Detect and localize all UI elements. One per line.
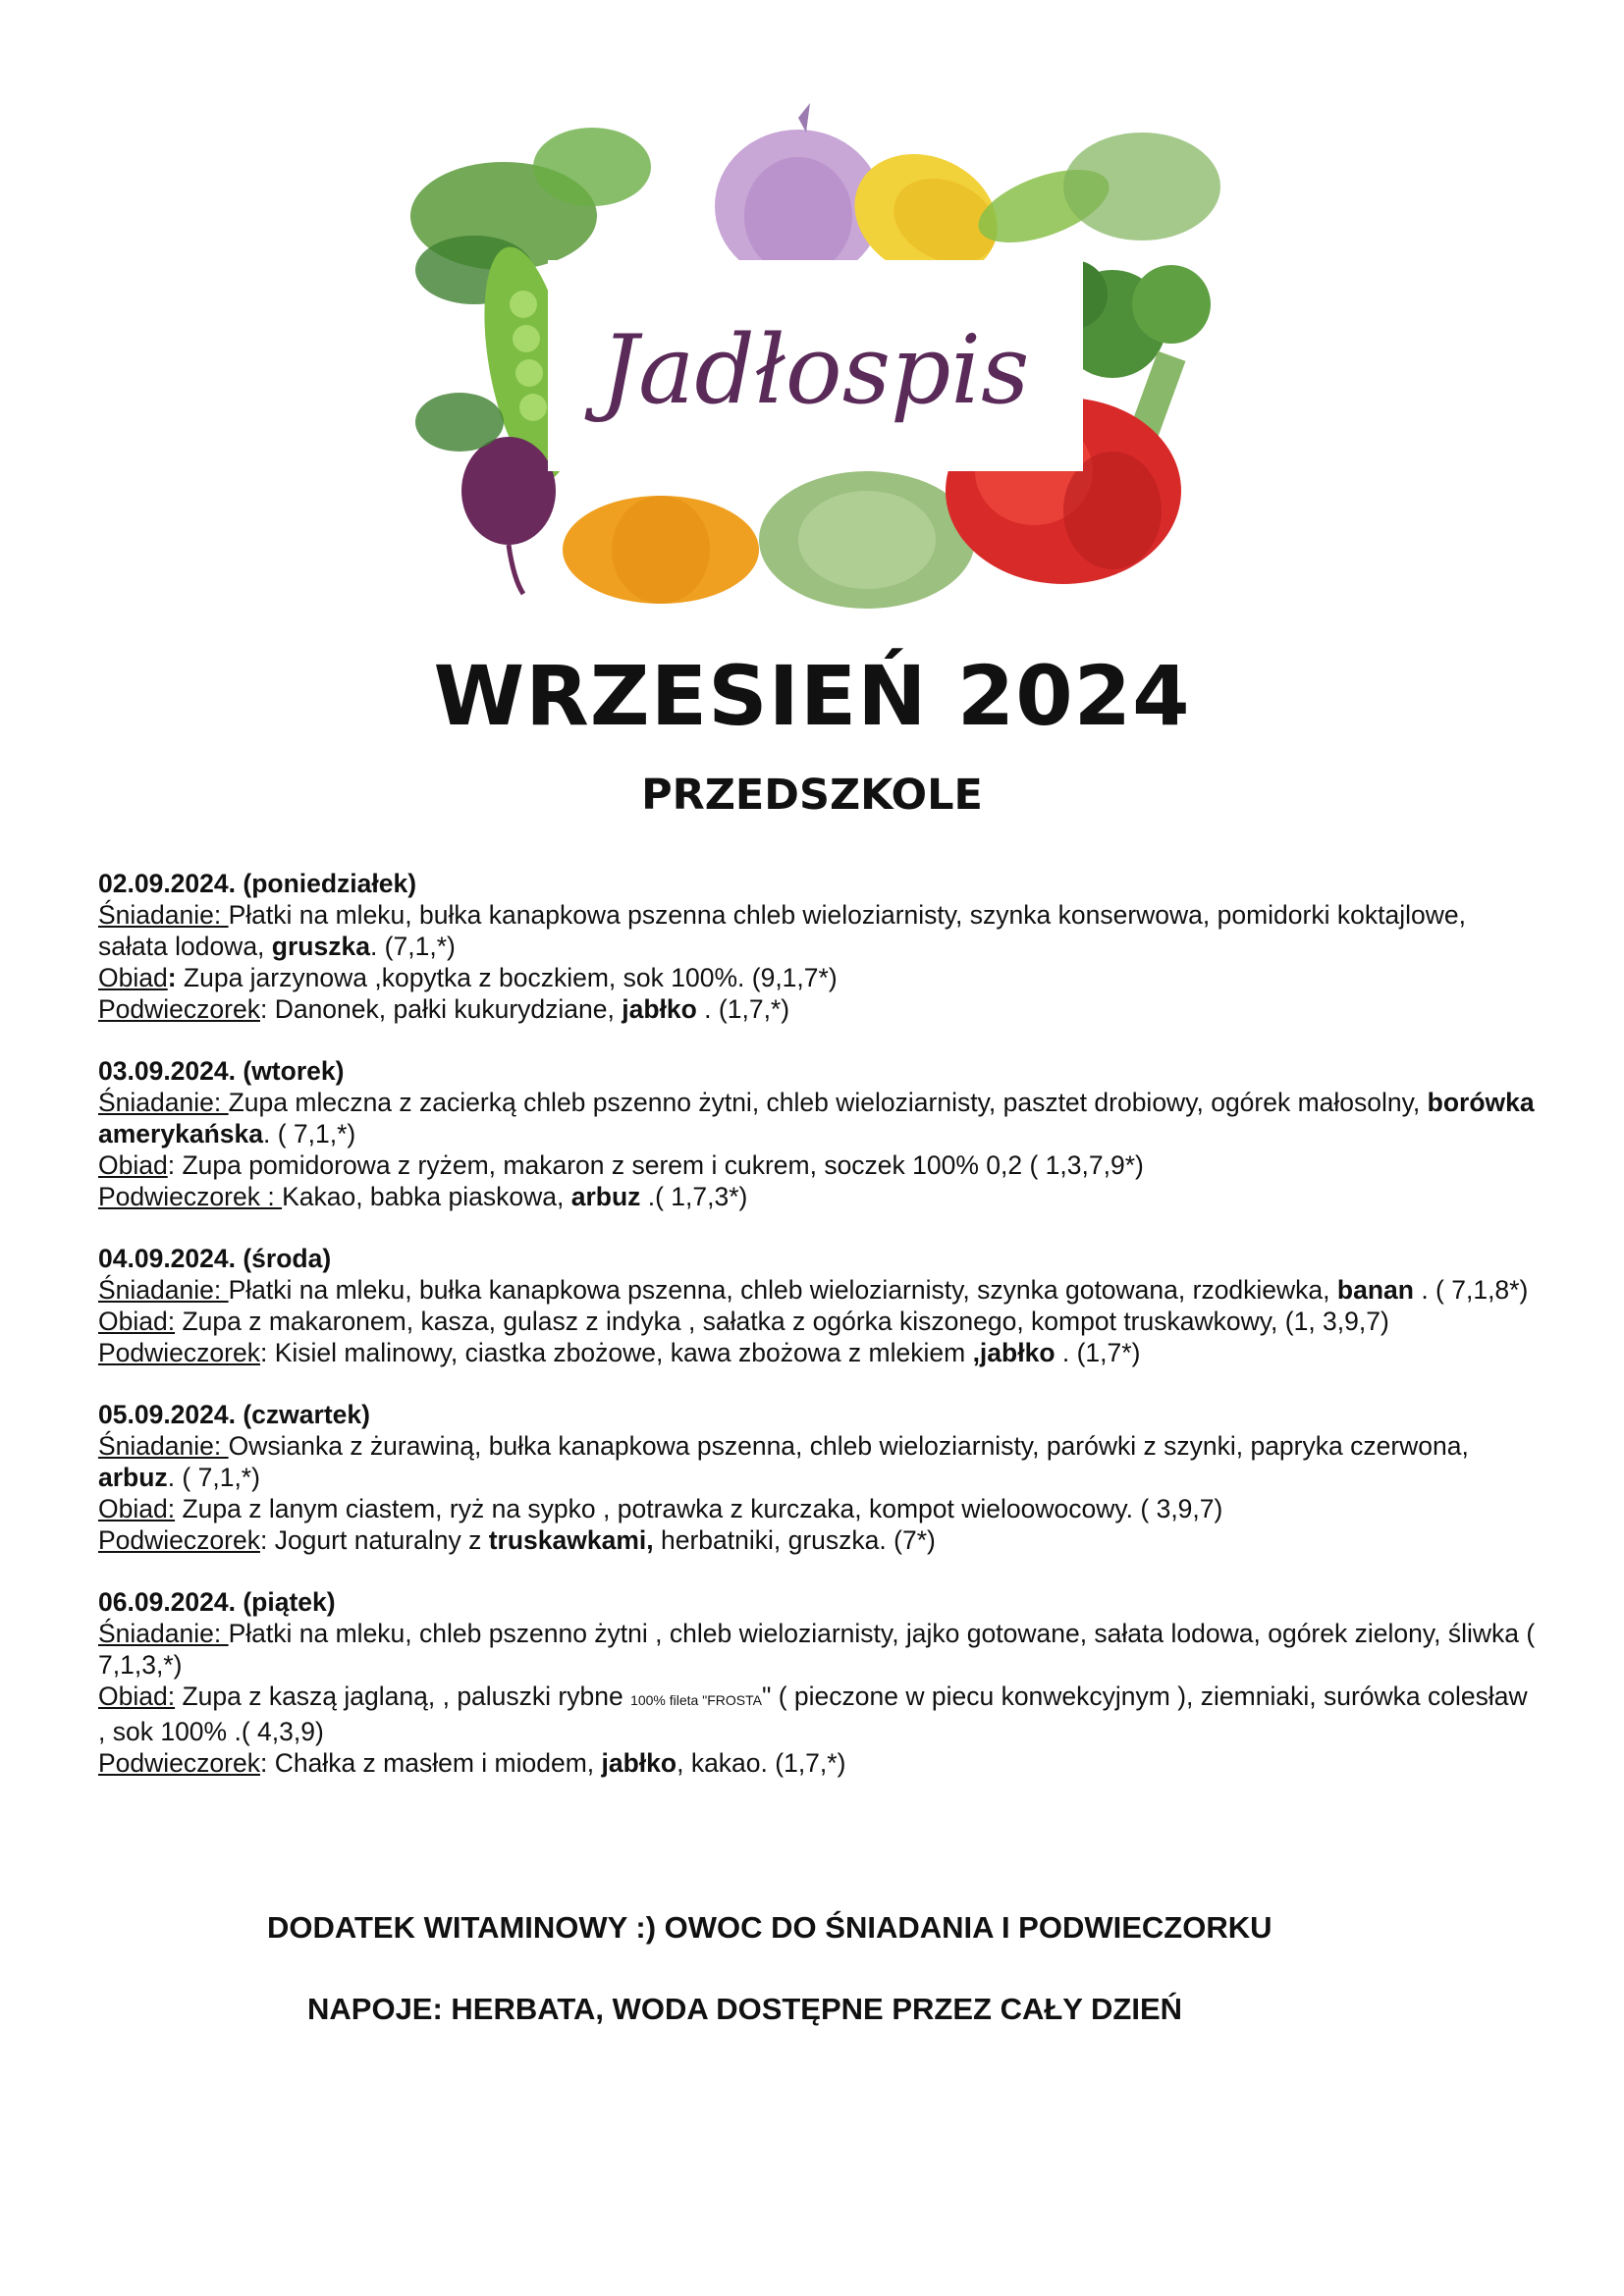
meal-label: Obiad bbox=[98, 1150, 168, 1180]
vitamin-note: DODATEK WITAMINOWY :) OWOC DO ŚNIADANIA I PODWIECZORKU bbox=[267, 1910, 1272, 1945]
snack-line bbox=[98, 1337, 1542, 1368]
breakfast-line bbox=[98, 1087, 1542, 1149]
meal-label: Obiad: bbox=[98, 1307, 176, 1336]
meal-tail: . ( 7,1,*) bbox=[167, 1463, 260, 1492]
breakfast-line bbox=[98, 1274, 1542, 1306]
meal-colon: : bbox=[167, 963, 177, 992]
meal-tail: . (1,7,*) bbox=[696, 994, 790, 1024]
breakfast-line bbox=[98, 1430, 1542, 1493]
meal-text: Płatki na mleku, chleb pszenno żytni , chleb wieloziarnisty, jajko gotowane, sałata lodowa, ogórek zielony, śliwka ( 7,1,3,*) bbox=[98, 1619, 1536, 1680]
meal-tail: " ( pieczone w piecu konwekcyjnym ), ziemniaki, surówka colesław , sok 100% .( 4,3,9) bbox=[98, 1682, 1528, 1746]
meal-highlight: arbuz bbox=[98, 1463, 168, 1492]
meal-label: Podwieczorek bbox=[98, 994, 260, 1024]
day-date: 02.09.2024. bbox=[98, 869, 236, 898]
meal-highlight: borówka amerykańska bbox=[98, 1088, 1535, 1148]
meal-label: Obiad bbox=[98, 963, 168, 992]
meal-tail: herbatniki, gruszka. (7*) bbox=[653, 1525, 936, 1555]
day-heading: 04.09.2024. (środa) bbox=[98, 1244, 332, 1273]
meal-label: Podwieczorek bbox=[98, 1748, 260, 1778]
meal-highlight: jabłko bbox=[601, 1748, 677, 1778]
meal-tail: . (1,7*) bbox=[1055, 1338, 1141, 1367]
meal-tail: . ( 7,1,*) bbox=[262, 1119, 356, 1148]
meal-label: Podwieczorek bbox=[98, 1525, 260, 1555]
day-date: 03.09.2024 bbox=[98, 1056, 229, 1086]
vegetables-illustration bbox=[366, 98, 1279, 609]
meal-text: Płatki na mleku, bułka kanapkowa pszenna chleb wieloziarnisty, szynka konserwowa, pomidorki koktajlowe, sałata lodowa, bbox=[98, 900, 1466, 961]
meal-text: Zupa mleczna z zacierką chleb pszenno żytni, chleb wieloziarnisty, pasztet drobiowy, ogórek małosolny, bbox=[228, 1088, 1428, 1117]
weekly-menu bbox=[98, 868, 1542, 1809]
lunch-line bbox=[98, 1306, 1542, 1337]
meal-highlight: banan bbox=[1336, 1275, 1414, 1305]
breakfast-line bbox=[98, 899, 1542, 962]
lunch-line bbox=[98, 1149, 1542, 1181]
snack-line bbox=[98, 1747, 1542, 1779]
meal-label: Śniadanie: bbox=[98, 1275, 229, 1305]
meal-text: : Danonek, pałki kukurydziane, bbox=[259, 994, 623, 1024]
meal-tail: . (7,1,*) bbox=[369, 932, 456, 961]
meal-label: Śniadanie: bbox=[98, 1431, 229, 1461]
day-heading bbox=[98, 868, 1542, 899]
logo-text: Jadłospis bbox=[600, 315, 1030, 425]
meal-text: : Jogurt naturalny z bbox=[259, 1525, 489, 1555]
lunch-line bbox=[98, 1493, 1542, 1524]
day-heading: 06.09.2024. (piątek) bbox=[98, 1587, 336, 1617]
day-entry bbox=[98, 1586, 1542, 1779]
meal-text: Owsianka z żurawiną, bułka kanapkowa pszenna, chleb wieloziarnisty, parówki z szynki, papryka czerwona, bbox=[228, 1431, 1469, 1461]
meal-label: Podwieczorek : bbox=[98, 1182, 283, 1211]
meal-text: Zupa z lanym ciastem, ryż na sypko , potrawka z kurczaka, kompot wieloowocowy. ( 3,9,7) bbox=[175, 1494, 1223, 1523]
meal-highlight: gruszka bbox=[271, 932, 370, 961]
meal-highlight: ,jabłko bbox=[972, 1338, 1056, 1367]
day-of-week: . (wtorek) bbox=[228, 1056, 345, 1086]
lunch-line bbox=[98, 1681, 1542, 1747]
meal-small-note: 100% fileta "FROSTA bbox=[630, 1692, 762, 1708]
drinks-note: NAPOJE: HERBATA, WODA DOSTĘPNE PRZEZ CAŁY DZIEŃ bbox=[307, 1992, 1183, 2026]
meal-label: Obiad: bbox=[98, 1494, 176, 1523]
lunch-line bbox=[98, 962, 1542, 993]
snack-line bbox=[98, 993, 1542, 1025]
meal-text: Zupa jarzynowa ,kopytka z boczkiem, sok 100%. (9,1,7*) bbox=[176, 963, 838, 992]
meal-label: Śniadanie: bbox=[98, 1619, 229, 1648]
meal-text: Zupa z makaronem, kasza, gulasz z indyka , sałatka z ogórka kiszonego, kompot truskawkowy, (1, 3,9,7) bbox=[175, 1307, 1389, 1336]
meal-label: Śniadanie: bbox=[98, 900, 229, 930]
day-entry bbox=[98, 868, 1542, 1025]
page-title: WRZESIEŃ 2024 bbox=[433, 648, 1191, 744]
day-entry bbox=[98, 1399, 1542, 1556]
meal-tail: , kakao. (1,7,*) bbox=[677, 1748, 846, 1778]
day-of-week: (poniedziałek) bbox=[243, 869, 417, 898]
meal-text: Zupa z kaszą jaglaną, , paluszki rybne bbox=[175, 1682, 631, 1711]
day-heading bbox=[98, 1055, 1542, 1087]
meal-text: Płatki na mleku, bułka kanapkowa pszenna, chleb wieloziarnisty, szynka gotowana, rzodkiewka, bbox=[228, 1275, 1337, 1305]
meal-text: : Zupa pomidorowa z ryżem, makaron z serem i cukrem, soczek 100% 0,2 ( 1,3,7,9*) bbox=[167, 1150, 1144, 1180]
meal-label: Śniadanie: bbox=[98, 1088, 229, 1117]
meal-text: Kakao, babka piaskowa, bbox=[282, 1182, 571, 1211]
day-heading: 05.09.2024. (czwartek) bbox=[98, 1400, 370, 1429]
breakfast-line bbox=[98, 1618, 1542, 1681]
meal-tail: .( 1,7,3*) bbox=[640, 1182, 748, 1211]
meal-tail: . ( 7,1,8*) bbox=[1413, 1275, 1529, 1305]
day-entry bbox=[98, 1243, 1542, 1368]
meal-highlight: arbuz bbox=[570, 1182, 641, 1211]
snack-line bbox=[98, 1181, 1542, 1212]
meal-label: Obiad: bbox=[98, 1682, 176, 1711]
meal-label: Podwieczorek bbox=[98, 1338, 260, 1367]
snack-line bbox=[98, 1524, 1542, 1556]
meal-highlight: jabłko bbox=[622, 994, 697, 1024]
page-subtitle: PRZEDSZKOLE bbox=[641, 771, 983, 820]
meal-text: : Chałka z masłem i miodem, bbox=[259, 1748, 602, 1778]
vegetable-banner bbox=[366, 98, 1279, 609]
meal-highlight: truskawkami, bbox=[488, 1525, 654, 1555]
meal-text: : Kisiel malinowy, ciastka zbożowe, kawa zbożowa z mlekiem bbox=[259, 1338, 973, 1367]
day-entry bbox=[98, 1055, 1542, 1212]
